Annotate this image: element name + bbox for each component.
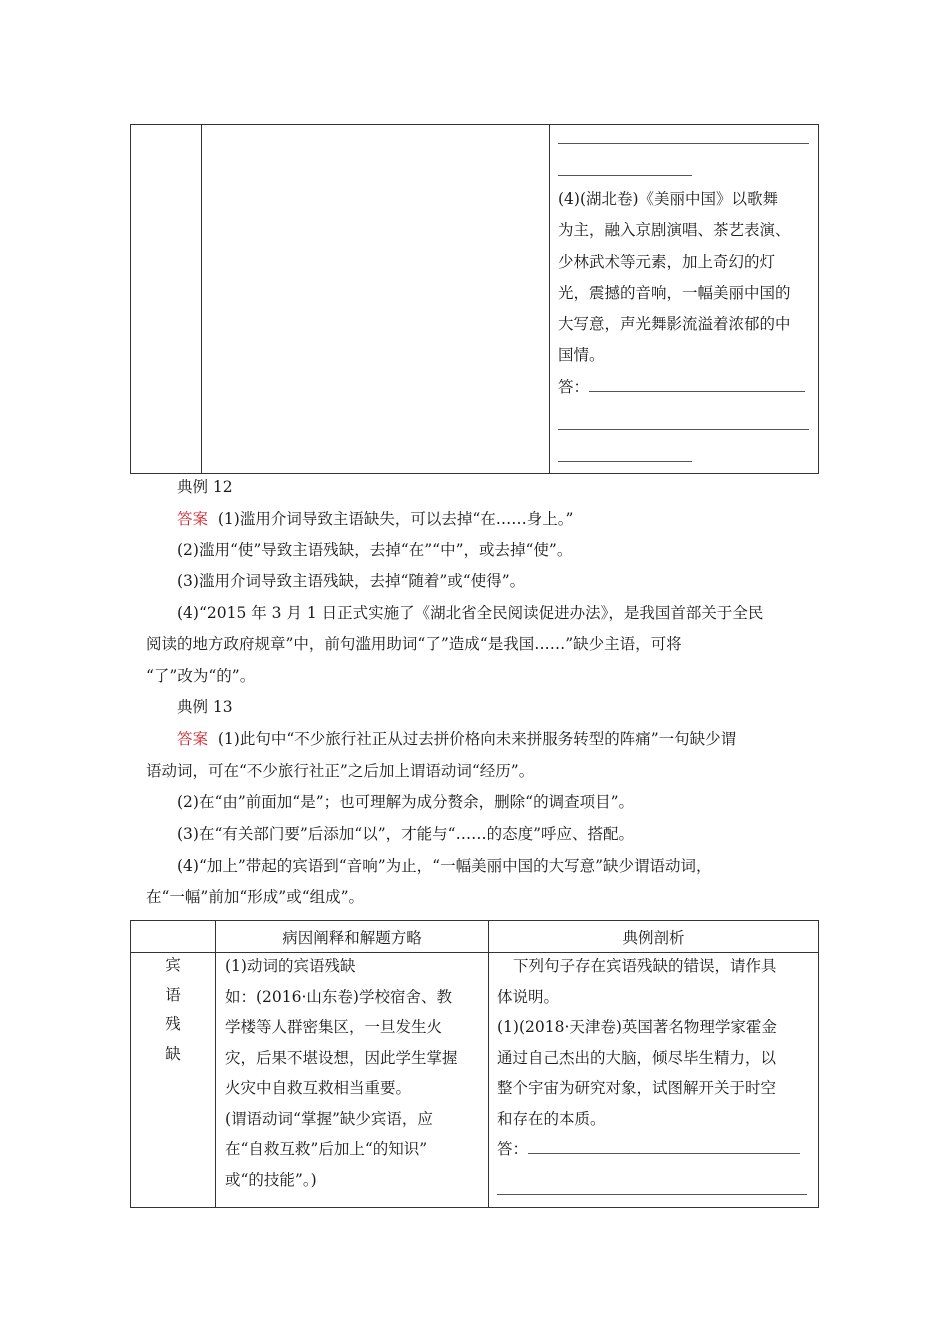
example13-answer-4-line1: (4)“加上”带起的宾语到“音响”为止，“一幅美丽中国的大写意”缺少谓语动词， [177, 857, 712, 875]
answer-label: 答： [558, 377, 590, 396]
example13-answer-2: (2)在“由”前面加“是”；也可理解为成分赘余，删除“的调查项目”。 [177, 793, 635, 811]
answer-blank-line [558, 143, 809, 144]
text-line: 火灾中自救互救相当重要。 [225, 1079, 412, 1097]
answer-tag: 答案 [177, 730, 209, 748]
header-col2 [216, 921, 489, 953]
answer-text: (1)滥用介词导致主语缺失，可以去掉“在……身上。” [217, 510, 574, 528]
text-line: 在“自救互救”后加上“的知识” [225, 1140, 428, 1158]
example13-answer-1-line2: 语动词，可在“不少旅行社正”之后加上谓语动词“经历”。 [146, 762, 535, 780]
text-line: 或“的技能”。) [225, 1170, 317, 1189]
text-line: 下列句子存在宾语残缺的错误，请作具 [513, 957, 777, 975]
text-line: 光，震撼的音响，一幅美丽中国的 [558, 283, 791, 302]
example12-answer-1 [177, 504, 837, 535]
category-label [163, 951, 183, 1069]
text-line: 学楼等人群密集区，一旦发生火 [225, 1018, 443, 1036]
example12-answer-4-line1: (4)“2015 年 3 月 1 日正式实施了《湖北省全民阅读促进办法》，是我国首部关于全民 [177, 604, 764, 622]
strategy-text [225, 951, 487, 1195]
text-line: 为主，融入京剧演唱、茶艺表演、 [558, 221, 791, 240]
text-line: 大写意，声光舞影流溢着浓郁的中 [558, 315, 791, 334]
text-line: 国情。 [558, 346, 605, 365]
answer-row [558, 372, 813, 403]
answer-tag: 答案 [177, 510, 209, 528]
category-char: 缺 [165, 1044, 181, 1063]
text-line: (谓语动词“掌握”缺少宾语，应 [225, 1109, 433, 1128]
top-table-col2 [202, 125, 550, 474]
text-line: (1)动词的宾语残缺 [225, 957, 356, 975]
category-char: 宾 [165, 956, 181, 974]
text-line: 和存在的本质。 [497, 1109, 606, 1128]
top-table-col1 [131, 125, 202, 474]
header-example: 典例剖析 [622, 928, 685, 947]
text-line: (4)(湖北卷)《美丽中国》以歌舞 [558, 190, 779, 208]
category-char: 语 [165, 985, 181, 1004]
answer-blank[interactable] [589, 373, 805, 392]
example13-answer-1-line1 [177, 724, 837, 755]
category-char: 残 [165, 1015, 181, 1033]
text-line: 整个宇宙为研究对象，试图解开关于时空 [497, 1079, 777, 1097]
answer-blank-line [558, 175, 692, 176]
answer-blank-line [558, 429, 809, 430]
header-col1 [131, 921, 216, 953]
text-line: 体说明。 [497, 987, 560, 1006]
answer-blank[interactable] [528, 1135, 800, 1154]
answer-blank-line [558, 461, 692, 462]
header-strategy: 病因阐释和解题方略 [282, 928, 422, 947]
example12-answer-3: (3)滥用介词导致主语残缺，去掉“随着”或“使得”。 [177, 572, 526, 590]
header-col3 [489, 921, 819, 953]
example12-title: 典例 12 [177, 478, 233, 496]
example13-title: 典例 13 [177, 698, 233, 716]
text-line: 灾，后果不堪设想，因此学生掌握 [225, 1048, 458, 1067]
example12-answer-2: (2)滥用“使”导致主语残缺，去掉“在”“中”，或去掉“使”。 [177, 541, 573, 559]
answer-label: 答： [497, 1140, 529, 1158]
example13-answer-4-line2: 在“一幅”前加“形成”或“组成”。 [146, 888, 365, 906]
text-line: (1)(2018·天津卷)英国著名物理学家霍金 [497, 1018, 777, 1036]
answer-blank-line [497, 1194, 807, 1195]
text-line: 如：(2016·山东卷)学校宿舍、教 [225, 987, 452, 1006]
answer-row [497, 1134, 815, 1165]
example4-text [558, 184, 813, 403]
text-line: 通过自己杰出的大脑，倾尽毕生精力，以 [497, 1048, 777, 1067]
answer-text: (1)此句中“不少旅行社正从过去拼价格向未来拼服务转型的阵痛”一句缺少谓 [217, 730, 737, 748]
example-text [497, 951, 815, 1165]
example13-answer-3: (3)在“有关部门要”后添加“以”，才能与“……的态度”呼应、搭配。 [177, 825, 635, 843]
text-line: 少林武术等元素，加上奇幻的灯 [558, 252, 776, 271]
example12-answer-4-line3: “了”改为“的”。 [146, 667, 256, 685]
example12-answer-4-line2: 阅读的地方政府规章”中，前句滥用助词“了”造成“是我国……”缺少主语，可将 [146, 635, 682, 653]
